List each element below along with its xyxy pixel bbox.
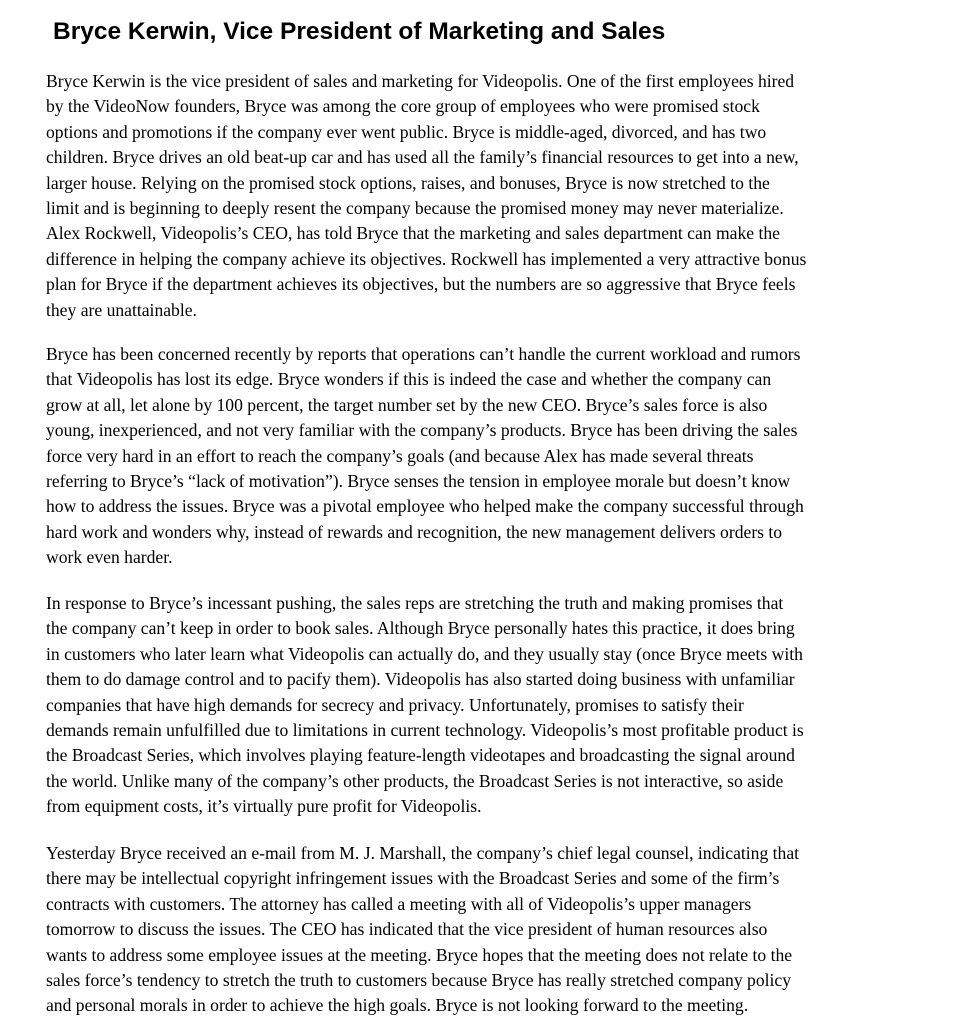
text-line: tomorrow to discuss the issues. The CEO has indicated that the vice president of human resources also <box>46 919 768 940</box>
text-line: larger house. Relying on the promised stock options, raises, and bonuses, Bryce is now stretched to the <box>46 172 770 193</box>
text-line: in customers who later learn what Videopolis can actually do, and they usually stay (once Bryce meets with <box>46 643 803 664</box>
text-line: demands remain unfulfilled due to limitations in current technology. Videopolis’s most profitable product is <box>46 719 804 740</box>
paragraph-2 <box>46 342 946 571</box>
paragraph-1 <box>46 69 946 323</box>
text-line: work even harder. <box>46 547 173 568</box>
text-line: they are unattainable. <box>46 299 197 320</box>
text-line: Bryce has been concerned recently by reports that operations can’t handle the current workload and rumors <box>46 344 801 364</box>
text-line: Yesterday Bryce received an e-mail from M. J. Marshall, the company’s chief legal counsel, indicating that <box>46 843 800 863</box>
text-line: plan for Bryce if the department achieves its objectives, but the numbers are so aggressive that Bryce feels <box>46 274 796 295</box>
paragraph-4 <box>46 841 946 1019</box>
text-line: options and promotions if the company ever went public. Bryce is middle-aged, divorced, and has two <box>46 121 767 142</box>
text-line: from equipment costs, it’s virtually pure profit for Videopolis. <box>46 796 482 817</box>
text-line: companies that have high demands for secrecy and privacy. Unfortunately, promises to satisfy their <box>46 694 744 715</box>
text-line: grow at all, let alone by 100 percent, the target number set by the new CEO. Bryce’s sales force is also <box>46 394 768 415</box>
text-line: limit and is beginning to deeply resent the company because the promised money may never materialize. <box>46 197 784 218</box>
text-line: sales force’s tendency to stretch the truth to customers because Bryce has really stretched company policy <box>46 969 792 990</box>
text-line: how to address the issues. Bryce was a pivotal employee who helped make the company successful through <box>46 496 804 517</box>
text-line: force very hard in an effort to reach the company’s goals (and because Alex has made several threats <box>46 445 754 466</box>
text-line: that Videopolis has lost its edge. Bryce wonders if this is indeed the case and whether the company can <box>46 369 772 390</box>
text-line: Bryce Kerwin is the vice president of sales and marketing for Videopolis. One of the first employees hired <box>46 71 795 91</box>
text-line: children. Bryce drives an old beat-up car and has used all the family’s financial resources to get into a new, <box>46 147 799 168</box>
text-line: In response to Bryce’s incessant pushing, the sales reps are stretching the truth and making promises that <box>46 593 784 613</box>
text-line: them to do damage control and to pacify them). Videopolis has also started doing business with unfamiliar <box>46 669 795 690</box>
text-line: difference in helping the company achieve its objectives. Rockwell has implemented a very attractive bonus <box>46 248 807 269</box>
text-line: and personal morals in order to achieve the high goals. Bryce is not looking forward to the meeting. <box>46 995 749 1016</box>
text-line: the company can’t keep in order to book sales. Although Bryce personally hates this practice, it does bring <box>46 618 795 639</box>
text-line: wants to address some employee issues at the meeting. Bryce hopes that the meeting does not relate to the <box>46 944 793 965</box>
document-title: Bryce Kerwin, Vice President of Marketing and Sales <box>53 18 666 45</box>
text-line: by the VideoNow founders, Bryce was among the core group of employees who were promised stock <box>46 96 760 117</box>
text-line: young, inexperienced, and not very familiar with the company’s products. Bryce has been driving the sales <box>46 420 798 441</box>
text-line: referring to Bryce’s “lack of motivation”). Bryce senses the tension in employee morale but doesn’t know <box>46 470 791 491</box>
paragraph-3 <box>46 591 946 820</box>
text-line: hard work and wonders why, instead of rewards and recognition, the new management delivers orders to <box>46 521 783 542</box>
text-line: the world. Unlike many of the company’s other products, the Broadcast Series is not interactive, so aside <box>46 770 784 791</box>
text-line: contracts with customers. The attorney has called a meeting with all of Videopolis’s upper managers <box>46 893 752 914</box>
text-line: there may be intellectual copyright infringement issues with the Broadcast Series and some of the firm’s <box>46 868 780 889</box>
text-line: Alex Rockwell, Videopolis’s CEO, has told Bryce that the marketing and sales department can make the <box>46 223 780 244</box>
text-line: the Broadcast Series, which involves playing feature-length videotapes and broadcasting the signal around <box>46 745 795 766</box>
